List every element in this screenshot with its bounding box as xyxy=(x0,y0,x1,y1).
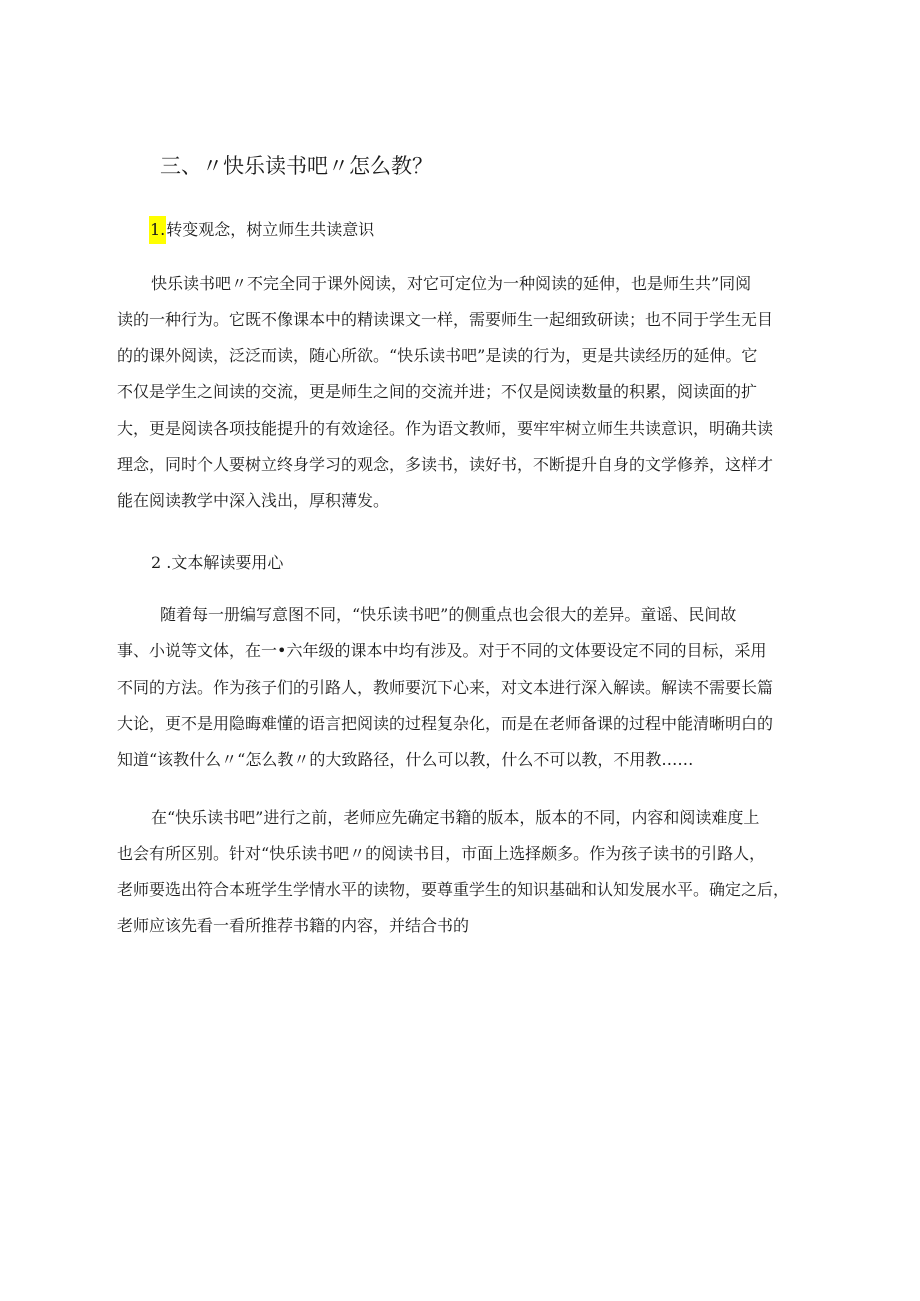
para1-line: 理念，同时个人要树立终身学习的观念，多读书，读好书，不断提升自身的文学修养，这样才 xyxy=(117,455,774,474)
para3-line: 在“快乐读书吧”进行之前，老师应先确定书籍的版本，版本的不同，内容和阅读难度上 xyxy=(151,808,760,827)
subheading-1 xyxy=(149,216,374,244)
para1-line: 的的课外阅读，泛泛而读，随心所欲。“快乐读书吧”是读的行为，更是共读经历的延伸。它 xyxy=(117,346,758,365)
para1-line: 读的一种行为。它既不像课本中的精读课文一样，需要师生一起细致研读；也不同于学生无目 xyxy=(117,310,774,329)
para2-line: 不同的方法。作为孩子们的引路人，教师要沉下心来，对文本进行深入解读。解读不需要长篇 xyxy=(117,678,774,697)
section-heading: 三、〃快乐读书吧〃怎么教？ xyxy=(160,154,433,178)
para3-line: 也会有所区别。针对“快乐读书吧〃的阅读书目，市面上选择颇多。作为孩子读书的引路人， xyxy=(117,844,766,863)
para1-line: 能在阅读教学中深入浅出，厚积薄发。 xyxy=(117,491,390,510)
highlighted-number: 1. xyxy=(149,216,166,244)
subheading-2: 2 .文本解读要用心 xyxy=(151,553,284,572)
para2-line: 随着每一册编写意图不同，“快乐读书吧”的侧重点也会很大的差异。童谣、民间故 xyxy=(160,605,737,624)
para3-line: 老师应该先看一看所推荐书籍的内容，并结合书的 xyxy=(117,916,470,935)
para3-line: 老师要选出符合本班学生学情水平的读物，要尊重学生的知识基础和认知发展水平。确定之后， xyxy=(117,880,790,899)
para1-line: 不仅是学生之间读的交流，更是师生之间的交流并进；不仅是阅读数量的积累，阅读面的扩 xyxy=(117,382,758,401)
para1-line: 大，更是阅读各项技能提升的有效途径。作为语文教师，要牢牢树立师生共读意识，明确共读 xyxy=(117,419,774,438)
para2-line: 事、小说等文体，在一•六年级的课本中均有涉及。对于不同的文体要设定不同的目标，采用 xyxy=(117,641,767,660)
para2-line: 知道“该教什么〃“怎么教〃的大致路径，什么可以教，什么不可以教，不用教…… xyxy=(117,750,694,769)
para1-line: 快乐读书吧〃不完全同于课外阅读，对它可定位为一种阅读的延伸，也是师生共”同阅 xyxy=(151,274,752,293)
para2-line: 大论，更不是用隐晦难懂的语言把阅读的过程复杂化，而是在老师备课的过程中能清晰明白的 xyxy=(117,714,774,733)
subheading-1-title: 转变观念，树立师生共读意识 xyxy=(166,220,375,239)
